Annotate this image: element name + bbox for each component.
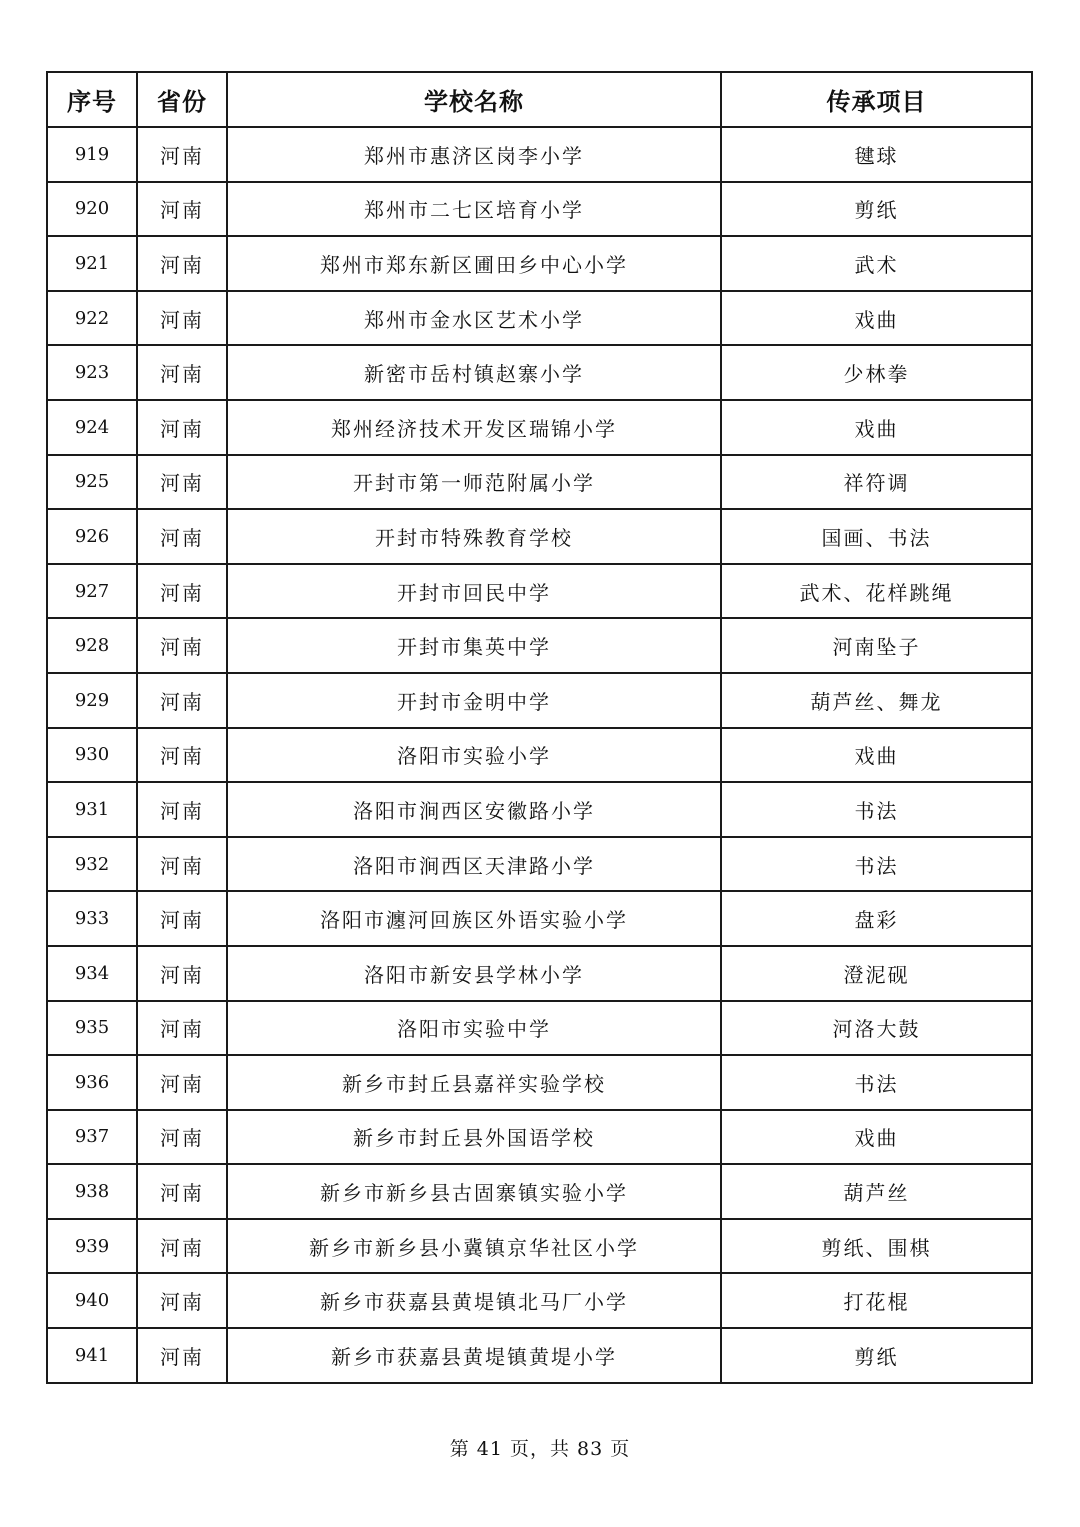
province-cell: 河南 [137, 891, 227, 946]
header-heritage-project: 传承项目 [721, 72, 1032, 127]
heritage-project-cell: 剪纸、围棋 [721, 1219, 1032, 1274]
table-row [47, 782, 1032, 837]
province-cell: 河南 [137, 837, 227, 892]
heritage-project-cell: 少林拳 [721, 345, 1032, 400]
heritage-project-cell: 戏曲 [721, 728, 1032, 783]
table-row [47, 182, 1032, 237]
heritage-project-cell: 书法 [721, 1055, 1032, 1110]
serial-number-cell: 919 [47, 127, 137, 182]
province-cell: 河南 [137, 509, 227, 564]
serial-number-cell: 926 [47, 509, 137, 564]
school-name-cell: 新乡市封丘县外国语学校 [227, 1110, 721, 1165]
table-row [47, 837, 1032, 892]
serial-number-cell: 925 [47, 455, 137, 510]
table-row [47, 291, 1032, 346]
serial-number-cell: 929 [47, 673, 137, 728]
school-name-cell: 开封市回民中学 [227, 564, 721, 619]
school-name-cell: 开封市集英中学 [227, 618, 721, 673]
table-row [47, 673, 1032, 728]
province-cell: 河南 [137, 1164, 227, 1219]
heritage-project-cell: 祥符调 [721, 455, 1032, 510]
table-row [47, 1055, 1032, 1110]
table-row [47, 1110, 1032, 1165]
province-cell: 河南 [137, 782, 227, 837]
table-row [47, 728, 1032, 783]
heritage-project-cell: 戏曲 [721, 291, 1032, 346]
province-cell: 河南 [137, 1110, 227, 1165]
table-row [47, 1164, 1032, 1219]
table-row [47, 127, 1032, 182]
heritage-project-cell: 国画、书法 [721, 509, 1032, 564]
heritage-project-cell: 书法 [721, 837, 1032, 892]
school-name-cell: 新乡市新乡县小冀镇京华社区小学 [227, 1219, 721, 1274]
heritage-project-cell: 葫芦丝、舞龙 [721, 673, 1032, 728]
serial-number-cell: 931 [47, 782, 137, 837]
serial-number-cell: 923 [47, 345, 137, 400]
table-row [47, 509, 1032, 564]
school-name-cell: 洛阳市瀍河回族区外语实验小学 [227, 891, 721, 946]
heritage-project-cell: 剪纸 [721, 182, 1032, 237]
province-cell: 河南 [137, 946, 227, 1001]
footer-middle: 页，共 [509, 1438, 570, 1460]
header-serial-number: 序号 [47, 72, 137, 127]
table-row [47, 236, 1032, 291]
school-name-cell: 新密市岳村镇赵寨小学 [227, 345, 721, 400]
table-row [47, 618, 1032, 673]
footer-prefix: 第 [449, 1438, 470, 1460]
school-name-cell: 郑州市金水区艺术小学 [227, 291, 721, 346]
serial-number-cell: 920 [47, 182, 137, 237]
footer-current-page: 41 [476, 1438, 503, 1460]
province-cell: 河南 [137, 127, 227, 182]
serial-number-cell: 941 [47, 1328, 137, 1383]
heritage-project-cell: 武术 [721, 236, 1032, 291]
serial-number-cell: 939 [47, 1219, 137, 1274]
heritage-project-cell: 书法 [721, 782, 1032, 837]
province-cell: 河南 [137, 1219, 227, 1274]
table-row [47, 1273, 1032, 1328]
school-name-cell: 郑州市二七区培育小学 [227, 182, 721, 237]
province-cell: 河南 [137, 400, 227, 455]
page-footer [0, 1434, 1080, 1461]
province-cell: 河南 [137, 728, 227, 783]
school-name-cell: 洛阳市涧西区安徽路小学 [227, 782, 721, 837]
province-cell: 河南 [137, 618, 227, 673]
heritage-project-cell: 盘彩 [721, 891, 1032, 946]
serial-number-cell: 940 [47, 1273, 137, 1328]
heritage-project-cell: 毽球 [721, 127, 1032, 182]
table-row [47, 891, 1032, 946]
table-row [47, 455, 1032, 510]
footer-total-pages: 83 [577, 1438, 604, 1460]
school-name-cell: 开封市金明中学 [227, 673, 721, 728]
serial-number-cell: 936 [47, 1055, 137, 1110]
header-province: 省份 [137, 72, 227, 127]
serial-number-cell: 932 [47, 837, 137, 892]
table-row [47, 564, 1032, 619]
table-row [47, 345, 1032, 400]
school-name-cell: 新乡市获嘉县黄堤镇北马厂小学 [227, 1273, 721, 1328]
school-name-cell: 新乡市封丘县嘉祥实验学校 [227, 1055, 721, 1110]
school-name-cell: 洛阳市涧西区天津路小学 [227, 837, 721, 892]
school-name-cell: 洛阳市实验小学 [227, 728, 721, 783]
heritage-project-cell: 戏曲 [721, 1110, 1032, 1165]
serial-number-cell: 930 [47, 728, 137, 783]
table-header-row [47, 72, 1032, 127]
school-name-cell: 新乡市新乡县古固寨镇实验小学 [227, 1164, 721, 1219]
heritage-project-cell: 打花棍 [721, 1273, 1032, 1328]
footer-suffix: 页 [610, 1438, 631, 1460]
serial-number-cell: 938 [47, 1164, 137, 1219]
heritage-project-cell: 武术、花样跳绳 [721, 564, 1032, 619]
province-cell: 河南 [137, 1328, 227, 1383]
heritage-project-cell: 澄泥砚 [721, 946, 1032, 1001]
table-row [47, 1328, 1032, 1383]
school-name-cell: 开封市特殊教育学校 [227, 509, 721, 564]
province-cell: 河南 [137, 1001, 227, 1056]
school-name-cell: 郑州市郑东新区圃田乡中心小学 [227, 236, 721, 291]
serial-number-cell: 928 [47, 618, 137, 673]
table-row [47, 400, 1032, 455]
province-cell: 河南 [137, 345, 227, 400]
school-list-table [46, 71, 1033, 1384]
province-cell: 河南 [137, 455, 227, 510]
serial-number-cell: 927 [47, 564, 137, 619]
school-name-cell: 郑州经济技术开发区瑞锦小学 [227, 400, 721, 455]
province-cell: 河南 [137, 182, 227, 237]
province-cell: 河南 [137, 673, 227, 728]
heritage-project-cell: 葫芦丝 [721, 1164, 1032, 1219]
header-school-name: 学校名称 [227, 72, 721, 127]
heritage-project-cell: 剪纸 [721, 1328, 1032, 1383]
province-cell: 河南 [137, 236, 227, 291]
heritage-project-cell: 河南坠子 [721, 618, 1032, 673]
province-cell: 河南 [137, 564, 227, 619]
table-row [47, 946, 1032, 1001]
serial-number-cell: 922 [47, 291, 137, 346]
school-name-cell: 郑州市惠济区岗李小学 [227, 127, 721, 182]
heritage-project-cell: 河洛大鼓 [721, 1001, 1032, 1056]
school-name-cell: 洛阳市新安县学林小学 [227, 946, 721, 1001]
serial-number-cell: 933 [47, 891, 137, 946]
serial-number-cell: 937 [47, 1110, 137, 1165]
serial-number-cell: 935 [47, 1001, 137, 1056]
province-cell: 河南 [137, 1055, 227, 1110]
serial-number-cell: 921 [47, 236, 137, 291]
table-row [47, 1001, 1032, 1056]
school-name-cell: 开封市第一师范附属小学 [227, 455, 721, 510]
school-name-cell: 新乡市获嘉县黄堤镇黄堤小学 [227, 1328, 721, 1383]
table-row [47, 1219, 1032, 1274]
school-name-cell: 洛阳市实验中学 [227, 1001, 721, 1056]
province-cell: 河南 [137, 1273, 227, 1328]
heritage-project-cell: 戏曲 [721, 400, 1032, 455]
serial-number-cell: 934 [47, 946, 137, 1001]
serial-number-cell: 924 [47, 400, 137, 455]
province-cell: 河南 [137, 291, 227, 346]
